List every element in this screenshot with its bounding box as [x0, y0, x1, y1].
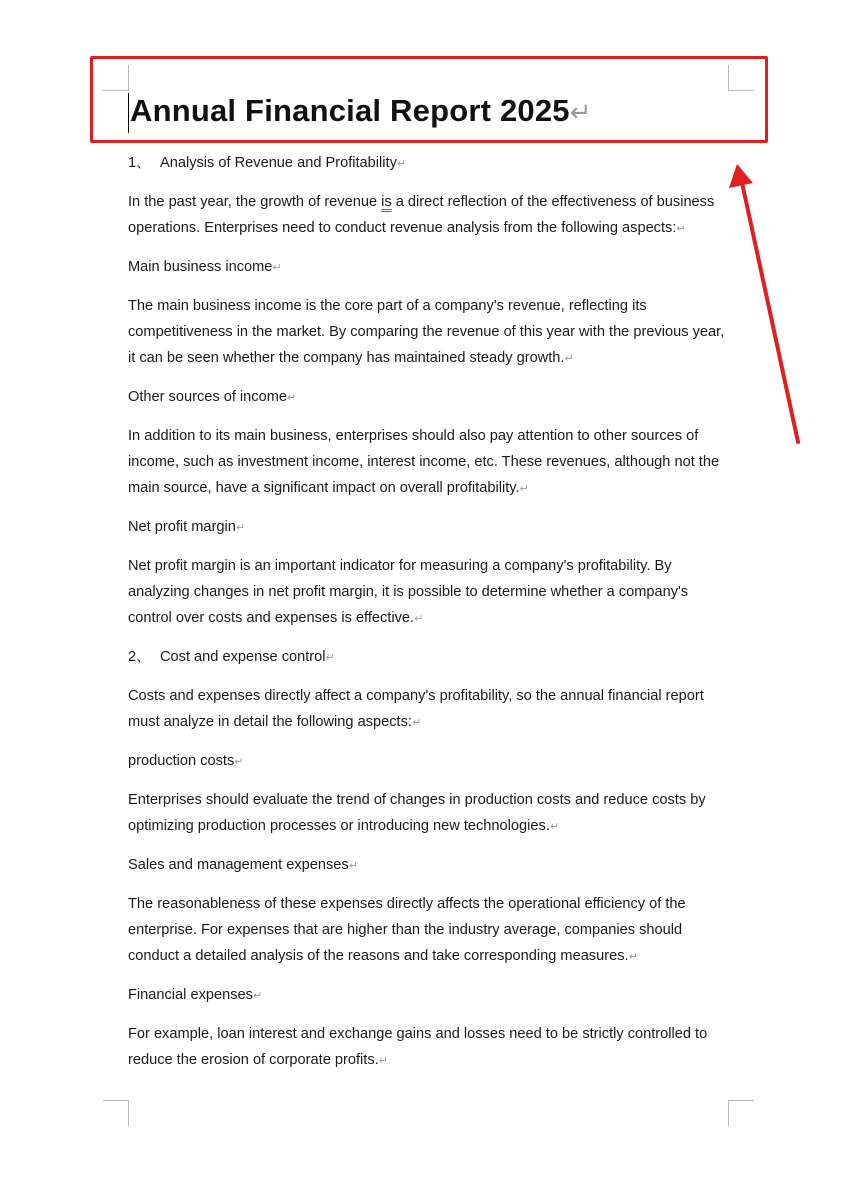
subheading-text: Financial expenses — [128, 987, 253, 1003]
paragraph-mark-icon: ↵ — [252, 990, 263, 1002]
paragraph-mark-icon: ↵ — [234, 756, 244, 768]
section-number: 1、 — [128, 155, 151, 171]
paragraph-mark-icon: ↵ — [348, 860, 358, 872]
subheading-text: Net profit margin — [128, 519, 236, 535]
body-text: Costs and expenses directly affect a company's profitability, so the annual financial report must analyze in detail the following aspects: — [128, 688, 704, 730]
section-number: 2、 — [128, 649, 151, 665]
paragraph-mark-icon: ↵ — [519, 483, 529, 495]
body-paragraph[interactable] — [128, 891, 728, 970]
subheading-paragraph[interactable] — [128, 514, 728, 541]
subheading-paragraph[interactable] — [128, 852, 728, 879]
body-text: The reasonableness of these expenses directly affects the operational efficiency of the enterprise. For expenses that are higher than the industry average, companies should conduct a detailed analysis of the reasons and take corresponding measures. — [128, 896, 686, 964]
paragraph-mark-icon: ↵ — [549, 821, 560, 833]
body-text: Net profit margin is an important indicator for measuring a company's profitability. By analyzing changes in net profit margin, it is possible to determine whether a company's control over costs and expenses is effective. — [128, 558, 689, 626]
body-paragraph[interactable] — [128, 1021, 728, 1074]
subheading-text: Other sources of income — [128, 389, 287, 405]
subheading-text: Main business income — [128, 259, 273, 275]
subheading-paragraph[interactable] — [128, 748, 728, 775]
body-paragraph[interactable] — [128, 683, 728, 736]
section-heading[interactable] — [128, 150, 728, 177]
subheading-text: Sales and management expenses — [128, 857, 349, 873]
document-title[interactable] — [130, 93, 592, 129]
body-text: In addition to its main business, enterprises should also pay attention to other sources of income, such as investment income, interest income, etc. These revenues, although not the main source, have a significant impact on overall profitability. — [128, 428, 720, 496]
page-margin-corner-bottom-right — [728, 1100, 754, 1126]
body-paragraph[interactable] — [128, 423, 728, 502]
body-text: Enterprises should evaluate the trend of changes in production costs and reduce costs by optimizing production processes or introducing new technologies. — [128, 792, 706, 834]
body-text: In the past year, the growth of revenue — [128, 194, 382, 210]
paragraph-mark-icon: ↵ — [628, 951, 638, 963]
text-cursor — [128, 93, 129, 133]
body-text: The main business income is the core part of a company's revenue, reflecting its competitiveness in the market. By comparing the revenue of this year with the previous year, it can be seen whether the company has maintained steady growth. — [128, 298, 725, 366]
paragraph-mark-icon: ↵ — [325, 652, 335, 664]
subheading-paragraph[interactable] — [128, 254, 728, 281]
body-paragraph[interactable] — [128, 787, 728, 840]
body-paragraph[interactable] — [128, 293, 728, 372]
paragraph-mark-icon: ↵ — [396, 158, 407, 170]
subheading-text: production costs — [128, 753, 235, 769]
section-heading-text: Analysis of Revenue and Profitability — [160, 155, 397, 171]
section-heading-text: Cost and expense control — [160, 649, 326, 665]
body-text: For example, loan interest and exchange gains and losses need to be strictly controlled to reduce the erosion of corporate profits. — [128, 1026, 708, 1068]
paragraph-mark-icon: ↵ — [235, 522, 246, 534]
annotation-arrow-head — [729, 164, 753, 188]
paragraph-mark-icon: ↵ — [564, 353, 574, 365]
paragraph-mark-icon: ↵ — [411, 717, 422, 729]
annotation-arrow-shaft — [741, 178, 798, 442]
grammar-flagged-word[interactable]: is — [381, 194, 392, 210]
body-text: a direct reflection of the effectiveness of business operations. Enterprises need to conduct revenue analysis from the following aspects: — [128, 194, 715, 236]
subheading-paragraph[interactable] — [128, 384, 728, 411]
document-title-text: Annual Financial Report 2025 — [130, 93, 570, 128]
paragraph-mark-icon: ↵ — [286, 392, 297, 404]
paragraph-mark-icon: ↵ — [676, 223, 686, 235]
body-paragraph[interactable] — [128, 189, 728, 242]
paragraph-mark-icon: ↵ — [414, 613, 424, 625]
paragraph-mark-icon: ↵ — [272, 262, 282, 274]
subheading-paragraph[interactable] — [128, 982, 728, 1009]
section-heading[interactable] — [128, 644, 728, 671]
document-body[interactable] — [128, 150, 728, 1086]
paragraph-mark-icon: ↵ — [378, 1055, 388, 1067]
paragraph-mark-icon: ↵ — [569, 97, 592, 127]
body-paragraph[interactable] — [128, 553, 728, 632]
page-margin-corner-bottom-left — [103, 1100, 129, 1126]
